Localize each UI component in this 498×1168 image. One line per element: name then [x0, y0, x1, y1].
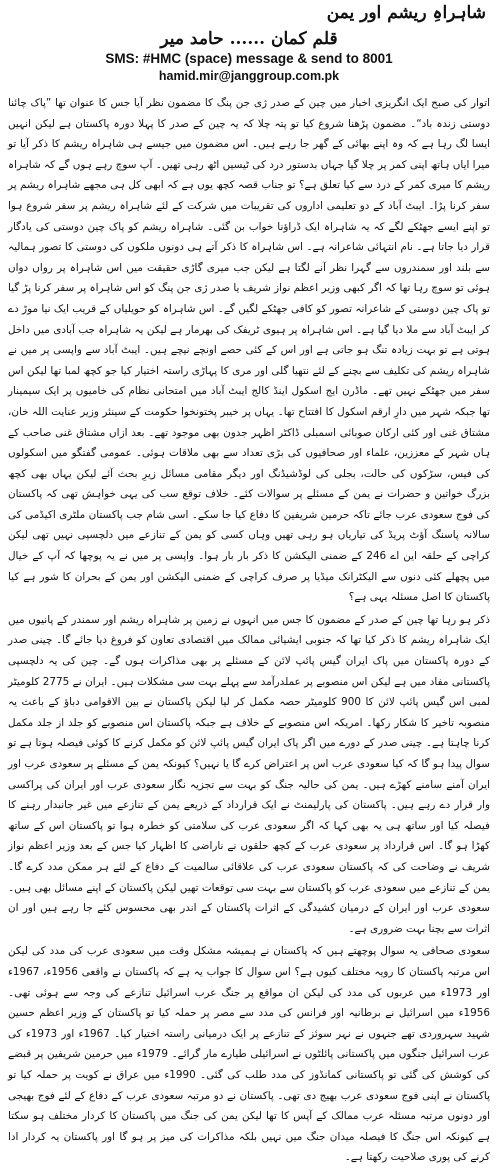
author-name: حامد میر — [160, 29, 224, 49]
body-paragraph: اتوار کی صبح ایک انگریزی اخبار میں چین کے صدر ژی جن پنگ کا مضمون نظر آیا جس کا عنوان تھا ”پاک چائنا دوستی زندہ باد“۔ مضمون پڑھنا شروع کیا تو پتہ چلا کہ یہ چین کے صدر کا پہلا دورہ پاکستان ہے لیکن انہیں ایسا لگ رہا ہے کہ وہ اپنے بھائی کے گھر جا رہے ہیں۔ اس مضمون میں جیسے ہی شاہراہ ریشم کا ذکر آیا تو میرا ایاں ہاتھ اپنی کمر پر چلا گیا جہاں بدستور درد کی ٹیسیں اٹھ رہی تھیں۔ آپ سوچ رہے ہوں گے کہ شاہراہ ریشم کا میری کمر کے درد سے کیا تعلق ہے؟ تو جناب قصہ کچھ یوں ہے کہ ابھی کل ہی مجھے شاہراہ ریشم پر سفر کرنا پڑا۔ ایبٹ آباد کے دو تعلیمی اداروں کی تقریبات میں شرکت کے لئے شاہراہ ریشم پر سفر شروع ہوا تو اپنے ایسے جھٹکے لگے کہ یہ شاہراہ ایک ڈراؤنا خواب بن گئی۔ شاہراہ ریشم کو پاک چین دوستی کی یادگار قرار دیا جاتا ہے۔ نام انتہائی شاعرانہ ہے۔ اس شاہراہ کا ذکر آتے ہی دونوں ملکوں کی دوستی کا تصور ہمالیہ سے بلند اور سمندروں سے گہرا نظر آنے لگتا ہے لیکن جب میری گاڑی حقیقت میں اس شاہراہ پر رواں دواں ہوئی تو سوچ رہا تھا کہ اگر کبھی وزیر اعظم نواز شریف یا صدر ژی جن پنگ کو اس شاہراہ پر سفر کرنا پڑ گیا تو پاک چین دوستی کے شاعرانہ تصور کو کافی جھٹکے لگیں گے۔ اس شاہراہ کو حویلیاں کے قریب ایک نیا موڑ دے کر ایبٹ آباد سے ملا دیا گیا ہے۔ اس شاہراہ پر ہیوی ٹریفک کی بھرمار ہے لیکن یہ شاہراہ جب آبادی میں داخل ہوتی ہے تو بہت زیادہ تنگ ہو جاتی ہے اور اس کے کئی حصے اونچے نیچے ہیں۔ ایبٹ آباد سے واپسی پر میں نے شاہراہ ریشم کی تکلیف سے بچنے کے لئے نتھیا گلی اور مری کا پہاڑی راستہ اختیار کیا جو کچھ لمبا تھا لیکن اس سفر میں جھٹکے نہیں تھے۔ ماڈرن ایج اسکول اینڈ کالج ایبٹ آباد میں امتحانی نظام کی خامیوں پر ایک سیمینار تھا جبکہ شہر میں دارِ ارقم اسکول کا افتتاح تھا۔ یہاں پر خیبر پختونخوا حکومت کے سینئر وزیر عنایت اللہ خان، مشتاق غنی اور کئی ارکان صوبائی اسمبلی ڈاکٹر اظہر جدون بھی موجود تھے۔ بعد ازاں مشتاق غنی صاحب کے ہاں شہر کے معززین، علماء اور صحافیوں کی بڑی تعداد سے بھی ملاقات ہوئی۔ عمومی گفتگو میں اسکولوں کی فیس، سڑکوں کی حالت، بجلی کی لوڈشیڈنگ اور دیگر مقامی مسائل زیرِ بحث آئے لیکن یہاں بھی کچھ بزرگ خواتین و حضرات نے یمن کے مسئلے پر سوالات کئے۔ خلاف توقع سب کی یہی خواہش تھی کہ پاکستان کی فوج سعودی عرب جائے تاکہ حرمین شریفین کا دفاع کیا جا سکے۔ اسی شام جب پاکستان ملٹری اکیڈمی کی سالانہ پاسنگ آؤٹ پریڈ کی تیاریاں ہو رہی تھیں وہاں کسی کو یمن کے تنازعے میں دلچسپی نہیں تھی لیکن کراچی کے حلقہ این اے 246 کے ضمنی الیکشن کا ذکر بار بار ہوا۔ واپسی پر میں نے یہ پوچھا کہ آپ کے خیال میں پچھلے کئی دنوں سے الیکٹرانک میڈیا پر صرف کراچی کے ضمنی الیکشن اور یمن کے بحران کا شور ہے کیا پاکستان کا اصل مسئلہ یہی ہے؟ — [8, 97, 490, 604]
body-paragraph: ذکر ہو رہا تھا چین کے صدر کے مضمون کا جس میں انہوں نے زمین پر شاہراہ ریشم اور سمندر کے پانیوں میں ایک شاہراہ ریشم کا ذکر کیا تھا کہ جنوبی ایشیائی ممالک میں اقتصادی تعاون کو فروغ دیا جائے گا۔ چینی صدر کے دورہ پاکستان میں پاک ایران گیس پائپ لائن کے مسئلے پر بھی مذاکرات ہوں گے۔ چین کی یہ دلچسپی پاکستانی مفاد میں ہے لیکن اس منصوبے پر عملدرآمد سے پہلے بہت سی مشکلات ہیں۔ ایران نے 2775 کلومیٹر لمبی اس گیس پائپ لائن کا 900 کلومیٹر حصہ مکمل کر لیا لیکن پاکستان نے بین الاقوامی دباؤ کے باعث یہ منصوبہ تاخیر کا شکار رکھا۔ امریکہ اس منصوبے کے خلاف ہے جبکہ پاکستان اس منصوبے کو جلد از جلد مکمل کرنا چاہتا ہے۔ چینی صدر کے دورے میں اگر پاک ایران گیس پائپ لائن کو مکمل کرنے کا کوئی فیصلہ ہوتا ہے تو سوال پیدا ہو گا کہ کیا سعودی عرب اس پر اعتراض کرے گا یا نہیں؟ کیونکہ یمن کے مسئلے پر سعودی عرب اور ایران آمنے سامنے کھڑے ہیں۔ یمن کی حالیہ جنگ کو بہت سے تجزیہ نگار سعودی عرب اور ایران کی پراکسی وار قرار دے رہے ہیں۔ پاکستان کی پارلیمنٹ نے ایک قرارداد کے ذریعے یمن کے تنازعے میں غیر جانبدار رہنے کا فیصلہ کیا اور ساتھ ہی یہ بھی کہا کہ اگر سعودی عرب کی سلامتی کو خطرہ ہوا تو پاکستان اس کے ساتھ کھڑا ہو گا۔ اس قرارداد پر سعودی عرب کے کچھ حلقوں نے ناراضی کا اظہار کیا جس کے بعد وزیر اعظم نواز شریف نے وضاحت کی کہ پاکستان سعودی عرب کی علاقائی سالمیت کے دفاع کے لئے ہر ممکن مدد کرے گا۔ یمن کے تنازعے میں سعودی عرب کو پاکستان سے بہت سی توقعات تھیں لیکن پاکستان کے اپنے مسائل بھی ہیں۔ سعودی عرب اور ایران کے درمیان کشیدگی کے اثرات پاکستان کے اندر بھی محسوس کئے جا رہے ہیں اور ان اثرات سے بچنا بہت ضروری ہے۔ — [8, 613, 490, 935]
column-name: قلم کمان — [271, 29, 338, 49]
byline-separator: ...... — [229, 29, 266, 49]
sms-line: SMS: #HMC (space) message & send to 8001 — [105, 51, 393, 66]
article-title: شاہراہِ ریشم اور یمن — [326, 3, 486, 23]
body-paragraph: سعودی صحافی یہ سوال پوچھتے ہیں کہ پاکستان نے ہمیشہ مشکل وقت میں سعودی عرب کی مدد کی لیکن اس مرتبہ پاکستان کا رویہ مختلف کیوں ہے؟ اس سوال کا جواب یہ ہے کہ پاکستان نے واقعی 1956ء، 1967ء اور 1973ء میں عربوں کی مدد کی لیکن ان مواقع پر جنگ عرب اسرائیل تنازعے کی وجہ سے ہوئی تھی۔ 1956ء میں اسرائیل نے برطانیہ اور فرانس کی مدد سے مصر پر حملہ کیا تو پاکستان کے وزیر اعظم حسین شہید سہروردی تھے جنہوں نے نہر سوئز کے تنازعے پر ایک درمیانی راستہ اختیار کیا۔ 1967ء اور 1973ء کی عرب اسرائیل جنگوں میں پاکستانی پائلٹوں نے اسرائیلی طیارے مار گرائے۔ 1979ء میں حرمین شریفین پر قبضے کی کوشش کی گئی تو پاکستانی کمانڈوز کی مدد طلب کی گئی۔ 1990ء میں عراق نے کویت پر حملہ کیا تو پاکستان نے اپنی فوج سعودی عرب بھیج دی تھی۔ پاکستان نے دو مرتبہ سعودی عرب کے دفاع کے لئے فوج بھیجی اور دونوں مرتبہ مسئلہ عرب ممالک کے آپس کا تھا لیکن یمن کی جنگ میں پاکستان کا کردار مختلف ہو سکتا ہے کیونکہ اس جنگ کا فیصلہ میدان جنگ میں نہیں بلکہ مذاکرات کی میز پر ہو گا اور پاکستان یہ کردار ادا کرنے کی پوری صلاحیت رکھتا ہے۔ — [8, 945, 491, 1164]
author-email: hamid.mir@janggroup.com.pk — [158, 69, 340, 83]
article-byline — [8, 28, 490, 50]
article-body — [8, 93, 490, 1168]
